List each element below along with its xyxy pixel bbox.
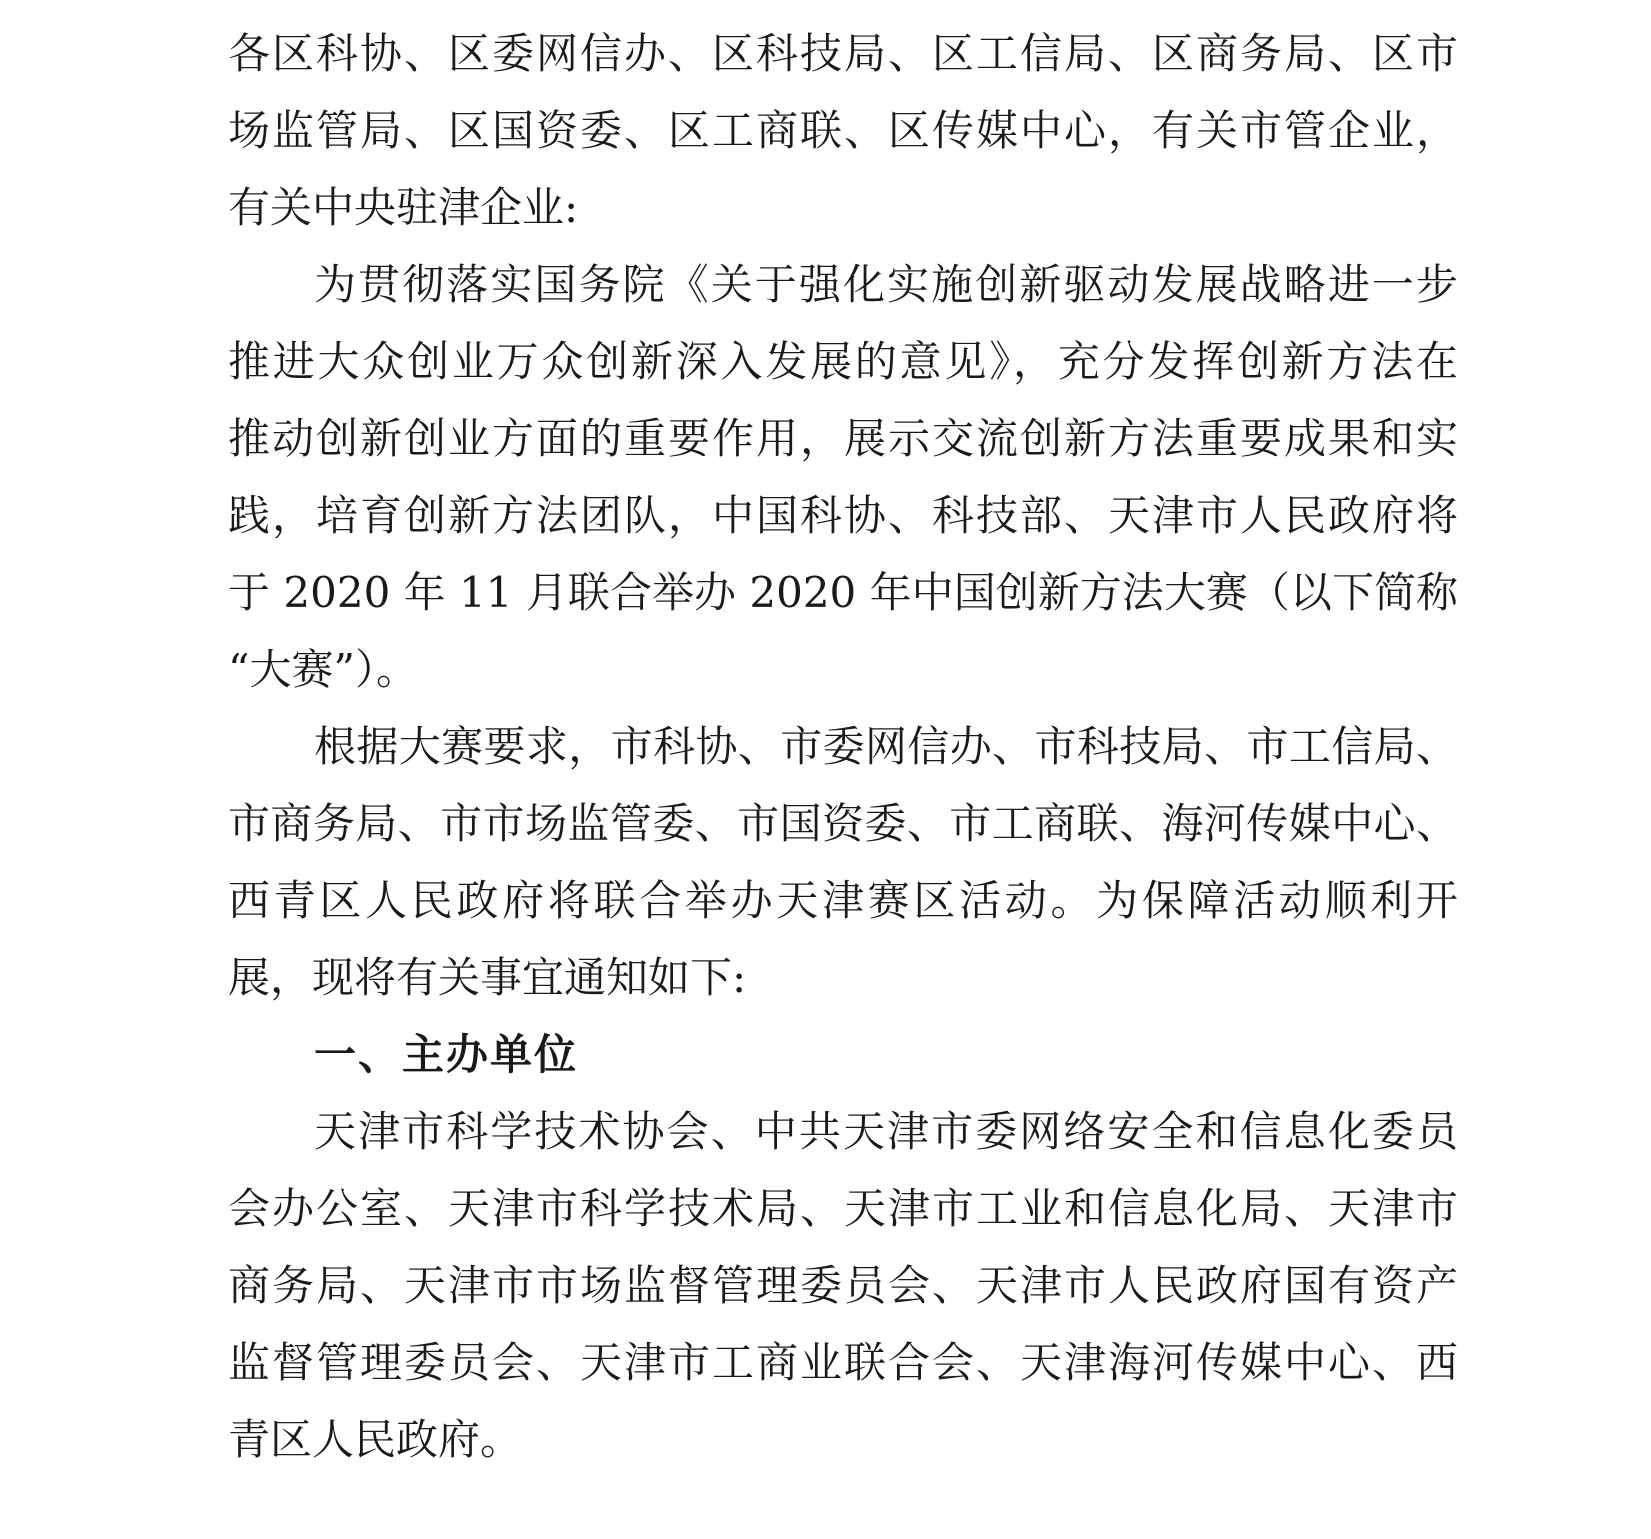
text-line: 根据大赛要求，市科协、市委网信办、市科技局、市工信局、: [314, 722, 1458, 771]
section-heading: 一、主办单位: [314, 1030, 579, 1079]
text-line: 场监管局、区国资委、区工商联、区传媒中心，有关市管企业，: [228, 106, 1458, 155]
text-line: 推动创新创业方面的重要作用，展示交流创新方法重要成果和实: [228, 414, 1458, 463]
text-line: 西青区人民政府将联合举办天津赛区活动。为保障活动顺利开: [228, 876, 1458, 925]
document-page: [228, 0, 1458, 1539]
text-line: “大赛”）。: [228, 645, 418, 694]
text-line: 各区科协、区委网信办、区科技局、区工信局、区商务局、区市: [228, 29, 1458, 78]
text-line: 践，培育创新方法团队，中国科协、科技部、天津市人民政府将: [228, 491, 1458, 540]
text-line: 有关中央驻津企业:: [228, 183, 579, 232]
text-line: 于 2020 年 11 月联合举办 2020 年中国创新方法大赛（以下简称: [228, 568, 1458, 617]
text-line: 商务局、天津市市场监督管理委员会、天津市人民政府国有资产: [228, 1261, 1458, 1310]
text-line: 展，现将有关事宜通知如下:: [228, 953, 747, 1002]
text-line: 市商务局、市市场监管委、市国资委、市工商联、海河传媒中心、: [228, 799, 1458, 848]
text-line: 推进大众创业万众创新深入发展的意见》，充分发挥创新方法在: [228, 337, 1458, 386]
text-line: 会办公室、天津市科学技术局、天津市工业和信息化局、天津市: [228, 1184, 1458, 1233]
text-line: 为贯彻落实国务院《关于强化实施创新驱动发展战略进一步: [314, 260, 1458, 309]
text-line: 天津市科学技术协会、中共天津市委网络安全和信息化委员: [314, 1107, 1458, 1156]
text-line: 青区人民政府。: [228, 1415, 523, 1464]
text-line: 监督管理委员会、天津市工商业联合会、天津海河传媒中心、西: [228, 1338, 1458, 1387]
